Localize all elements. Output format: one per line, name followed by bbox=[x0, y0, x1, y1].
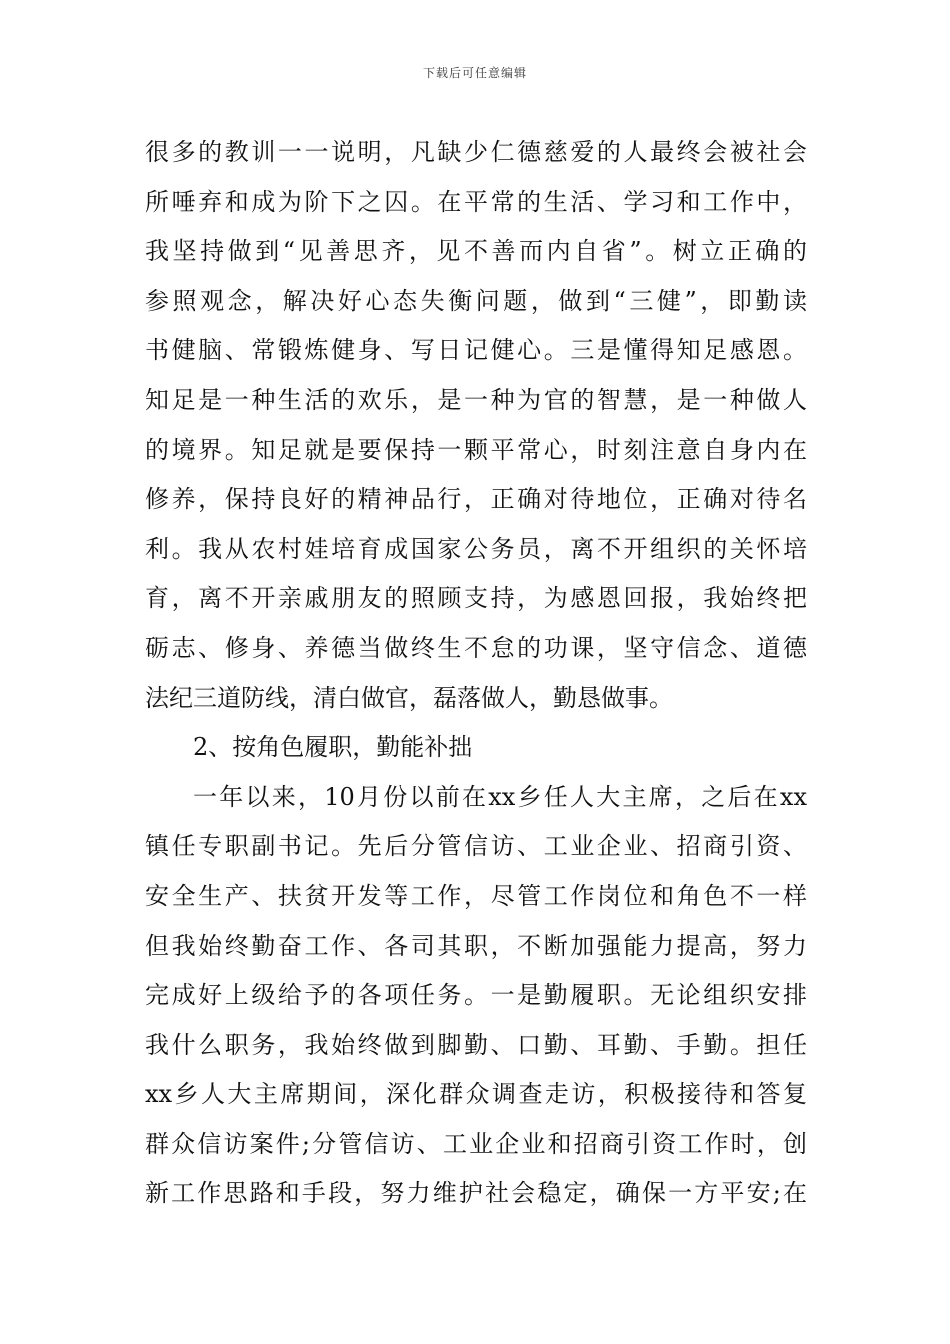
text-line: 法纪三道防线，清白做官，磊落做人，勤恳做事。 bbox=[145, 683, 673, 712]
section-heading: 2、按角色履职，勤能补拙 bbox=[193, 733, 473, 762]
text-line: 群众信访案件;分管信访、工业企业和招商引资工作时，创 bbox=[145, 1129, 807, 1158]
text-line: xx乡人大主席期间，深化群众调查走访，积极接待和答复 bbox=[145, 1080, 807, 1109]
text-line: 所唾弃和成为阶下之囚。在平常的生活、学习和工作中， bbox=[145, 187, 807, 216]
text-line: 完成好上级给予的各项任务。一是勤履职。无论组织安排 bbox=[145, 981, 807, 1010]
document-body bbox=[145, 128, 807, 1219]
text-line: 的境界。知足就是要保持一颗平常心，时刻注意自身内在 bbox=[145, 435, 807, 464]
text-line: 安全生产、扶贫开发等工作，尽管工作岗位和角色不一样 bbox=[145, 881, 807, 910]
text-line: 很多的教训一一说明，凡缺少仁德慈爱的人最终会被社会 bbox=[145, 138, 807, 166]
text-line: 新工作思路和手段，努力维护社会稳定，确保一方平安;在 bbox=[145, 1179, 807, 1208]
text-line: 参照观念，解决好心态失衡问题，做到“三健”，即勤读 bbox=[145, 286, 807, 315]
text-line: 镇任专职副书记。先后分管信访、工业企业、招商引资、 bbox=[145, 832, 807, 861]
text-line: 我坚持做到“见善思齐，见不善而内自省”。树立正确的 bbox=[145, 237, 807, 266]
text-line: 砺志、修身、养德当做终生不怠的功课，坚守信念、道德 bbox=[145, 633, 807, 662]
page-header: 下载后可任意编辑 bbox=[422, 66, 527, 80]
text-line: 育，离不开亲戚朋友的照顾支持，为感恩回报，我始终把 bbox=[145, 584, 807, 613]
text-line: 我什么职务，我始终做到脚勤、口勤、耳勤、手勤。担任 bbox=[145, 1030, 807, 1059]
text-line: 书健脑、常锻炼健身、写日记健心。三是懂得知足感恩。 bbox=[145, 336, 807, 365]
text-line: 知足是一种生活的欢乐，是一种为官的智慧，是一种做人 bbox=[145, 385, 807, 414]
text-line: 一年以来，10月份以前在xx乡任人大主席，之后在xx bbox=[193, 782, 807, 811]
text-line: 修养，保持良好的精神品行，正确对待地位，正确对待名 bbox=[145, 485, 807, 514]
text-line: 但我始终勤奋工作、各司其职，不断加强能力提高，努力 bbox=[145, 931, 807, 960]
text-line: 利。我从农村娃培育成国家公务员，离不开组织的关怀培 bbox=[145, 534, 807, 563]
